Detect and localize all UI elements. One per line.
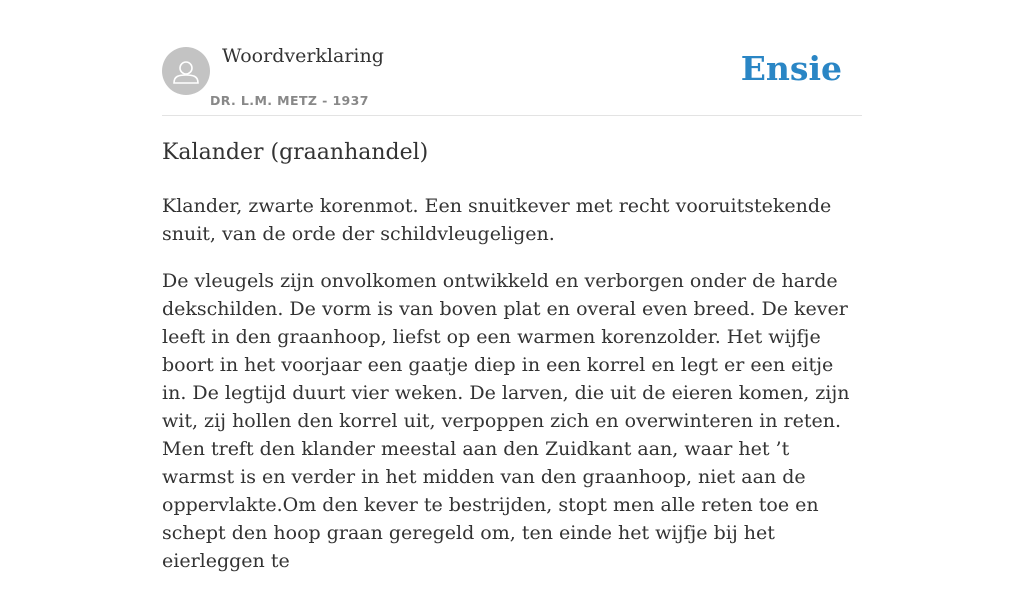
article-content bbox=[162, 192, 862, 594]
user-avatar-icon bbox=[162, 47, 210, 95]
article-paragraph: De vleugels zijn onvolkomen ontwikkeld en verborgen onder de harde dekschilden. De vorm is van boven plat en overal even breed. De kever leeft in den graanhoop, liefst op een warmen korenzolder. Het wijfje boort in het voorjaar een gaatje diep in een korrel en legt er een eitje in. De legtijd duurt vier weken. De larven, die uit de eieren komen, zijn wit, zij hollen den korrel uit, verpoppen zich en overwinteren in reten. Men treft den klander meestal aan den Zuidkant aan, waar het ’t warmst is en verder in het midden van den graanhoop, niet aan de oppervlakte.Om den kever te bestrijden, stopt men alle reten toe en schept den hoop graan geregeld om, ten einde het wijfje bij het eierleggen te bbox=[162, 270, 850, 572]
source-title[interactable]: Woordverklaring bbox=[222, 45, 384, 67]
article-paragraph: Klander, zwarte korenmot. Een snuitkever met recht vooruitstekende snuit, van de orde der schildvleugeligen. bbox=[162, 195, 832, 245]
brand-logo[interactable]: Ensie bbox=[740, 49, 842, 88]
source-meta: DR. L.M. METZ - 1937 bbox=[210, 93, 369, 108]
header-divider bbox=[162, 115, 862, 116]
article-headword: Kalander (graanhandel) bbox=[162, 140, 429, 165]
